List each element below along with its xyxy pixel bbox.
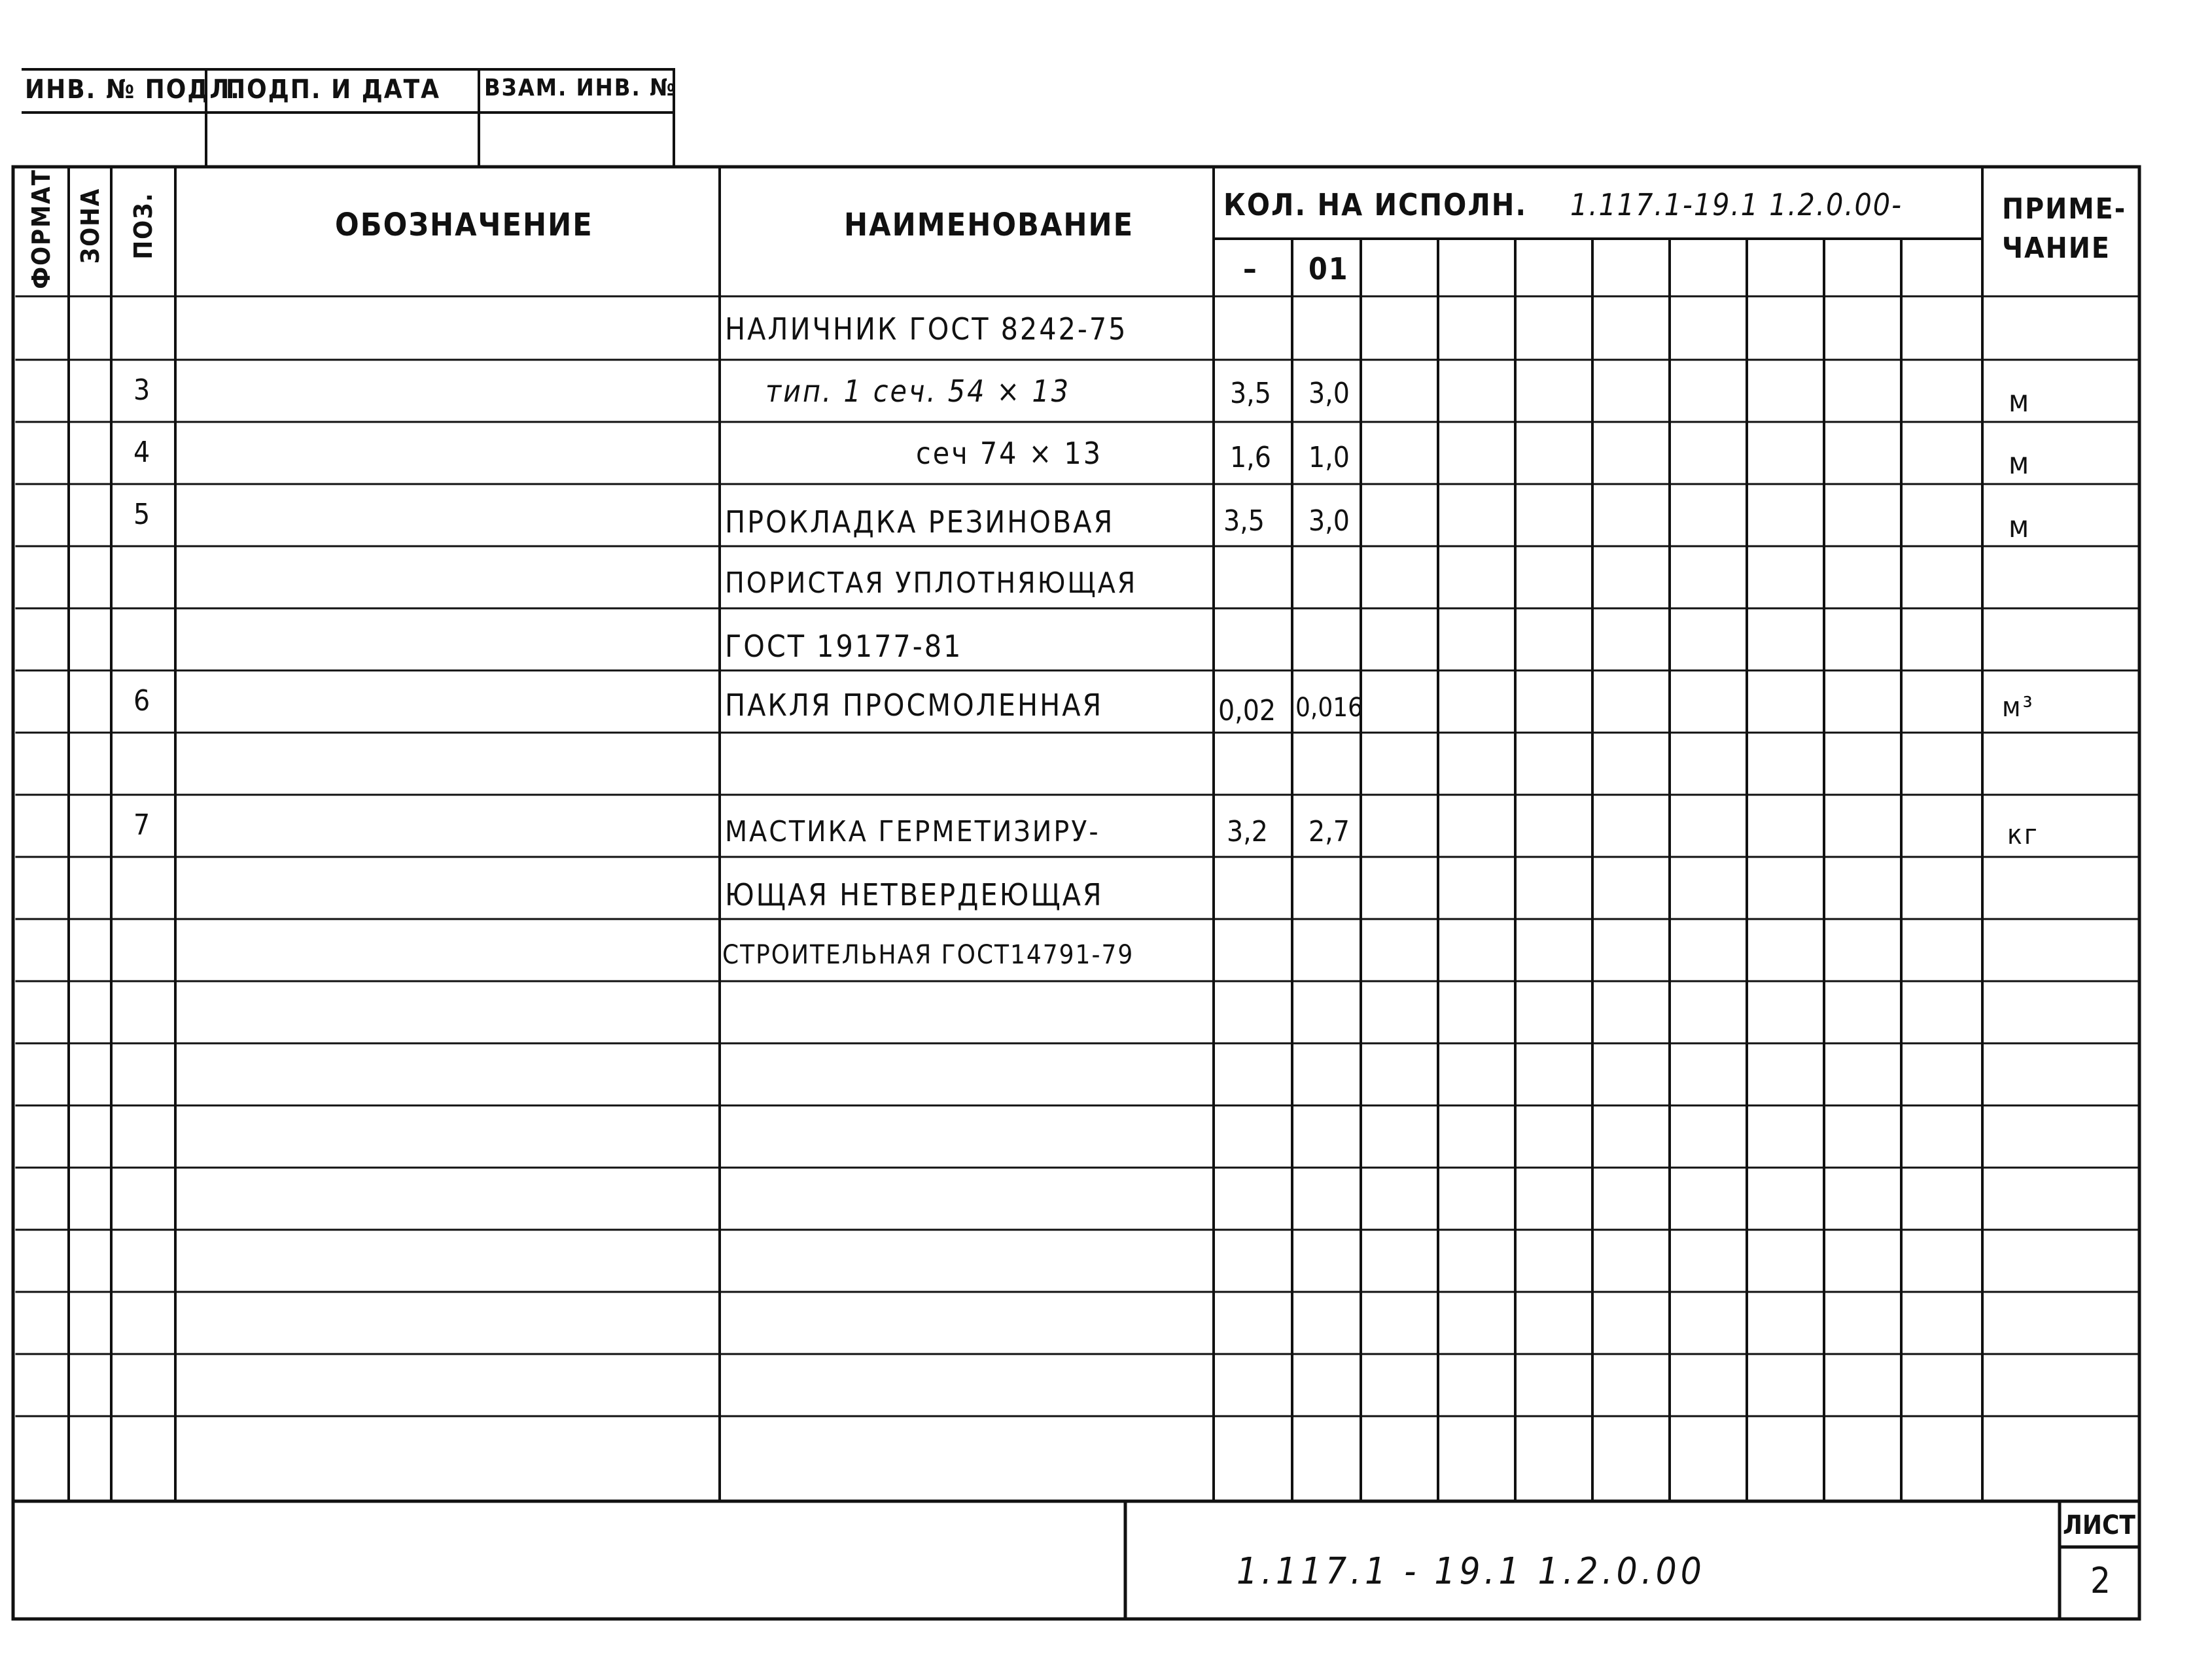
row-qty-1: 3,2 [1227, 815, 1268, 848]
header-oboznachenie: ОБОЗНАЧЕНИЕ [335, 207, 593, 243]
row-qty-1: 3,5 [1230, 377, 1271, 410]
header-isp-2: 01 [1308, 251, 1349, 287]
row-note: кг [2007, 818, 2039, 850]
row-qty-1: 0,02 [1218, 694, 1276, 727]
row-name: ПАКЛЯ ПРОСМОЛЕННАЯ [725, 687, 1104, 723]
row-note: м [2009, 383, 2031, 419]
row-poz: 4 [133, 436, 150, 469]
sheet-label: ЛИСТ [2063, 1510, 2135, 1540]
row-qty-2: 1,0 [1308, 441, 1350, 474]
stamp-podp-data: ПОДП. И ДАТА [226, 75, 441, 105]
row-name: сеч 74 × 13 [916, 436, 1103, 471]
row-note: м [2009, 509, 2031, 544]
row-note: м [2009, 445, 2031, 481]
row-name: ЮЩАЯ НЕТВЕРДЕЮЩАЯ [725, 877, 1104, 912]
row-name: ГОСТ 19177-81 [725, 629, 963, 664]
row-poz: 5 [133, 498, 150, 531]
row-name: тип. 1 сеч. 54 × 13 [765, 374, 1071, 409]
row-name: НАЛИЧНИК ГОСТ 8242-75 [725, 311, 1128, 347]
row-poz: 6 [133, 684, 150, 718]
row-poz: 7 [133, 808, 150, 842]
row-name: СТРОИТЕЛЬНАЯ ГОСТ14791-79 [722, 940, 1134, 970]
row-qty-2: 3,0 [1308, 377, 1350, 410]
header-prim-1: ПРИМЕ- [2002, 192, 2127, 226]
sheet-number: 2 [2090, 1560, 2111, 1601]
row-name: ПРОКЛАДКА РЕЗИНОВАЯ [725, 504, 1115, 540]
row-name: ПОРИСТАЯ УПЛОТНЯЮЩАЯ [725, 566, 1138, 600]
header-naimenovanie: НАИМЕНОВАНИЕ [844, 207, 1134, 243]
stamp-vzam-inv: ВЗАМ. ИНВ. № [484, 75, 676, 101]
header-isp-1: – [1243, 251, 1258, 287]
row-note: м³ [2002, 691, 2035, 723]
row-qty-2: 3,0 [1308, 504, 1350, 538]
row-qty-1: 1,6 [1230, 441, 1271, 474]
header-prim-2: ЧАНИЕ [2002, 232, 2111, 265]
row-name: МАСТИКА ГЕРМЕТИЗИРУ- [725, 815, 1100, 848]
row-poz: 3 [133, 374, 150, 407]
stamp-inv-podl: ИНВ. № ПОДЛ. [25, 75, 241, 105]
header-zona: ЗОНА [76, 187, 105, 264]
header-poz: ПОЗ. [129, 192, 158, 260]
row-qty-1: 3,5 [1223, 504, 1265, 538]
header-format: ФОРМАТ [27, 169, 56, 289]
doc-number: 1.117.1 - 19.1 1.2.0.00 [1237, 1550, 1706, 1593]
row-qty-2: 0,016 [1295, 693, 1363, 723]
row-qty-2: 2,7 [1308, 815, 1350, 848]
header-kol-prefix: КОЛ. НА ИСПОЛН. [1223, 187, 1528, 222]
header-kol-doc: 1.117.1-19.1 1.2.0.00- [1570, 187, 1903, 222]
